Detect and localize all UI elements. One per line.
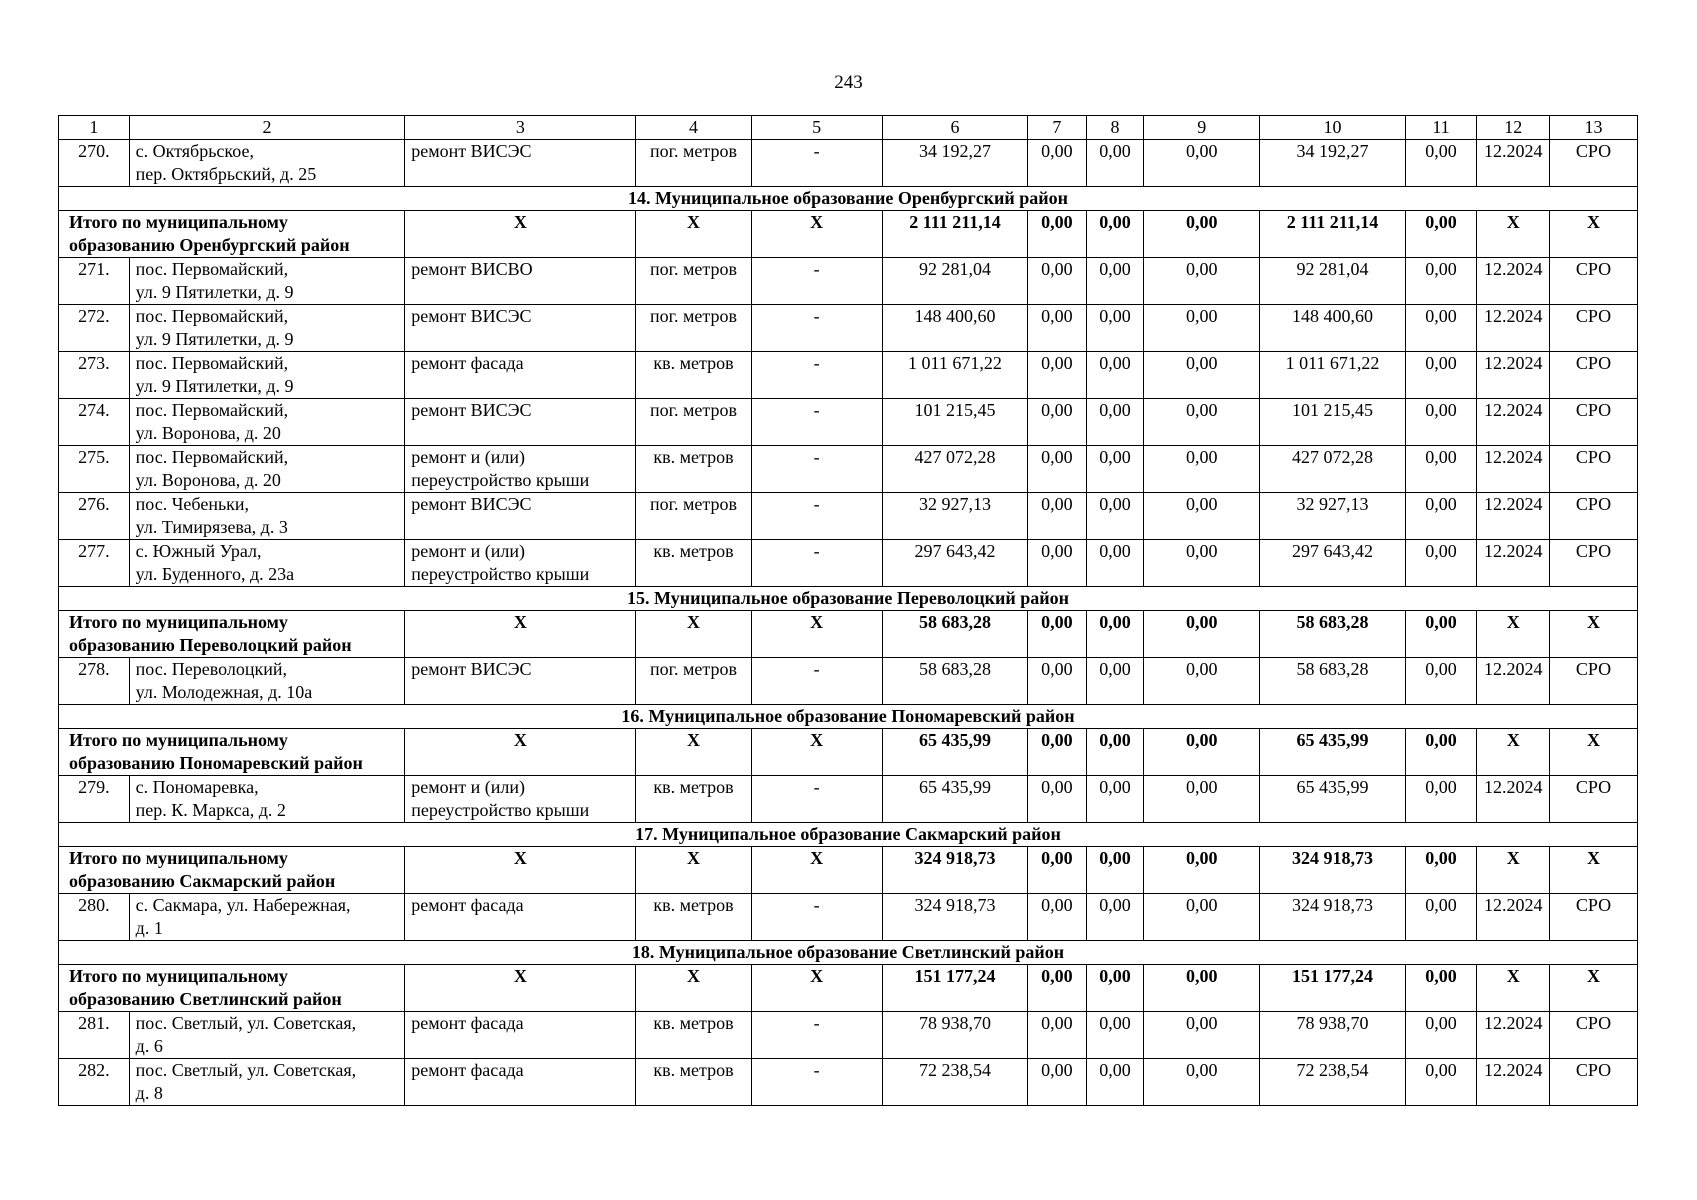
total-label: Итого по муниципальному образованию Переволоцкий район <box>59 611 405 658</box>
total-cell: 151 177,24 <box>882 965 1027 1012</box>
table-cell: - <box>751 540 882 587</box>
total-cell: 0,00 <box>1405 729 1477 776</box>
table-cell: 65 435,99 <box>882 776 1027 823</box>
table-cell: с. Пономаревка, пер. К. Маркса, д. 2 <box>129 776 405 823</box>
table-cell: 0,00 <box>1086 305 1144 352</box>
table-row <box>59 258 1638 305</box>
table-cell: ремонт ВИСВО <box>405 258 636 305</box>
table-cell: 0,00 <box>1028 1012 1087 1059</box>
table-cell: 0,00 <box>1144 140 1260 187</box>
table-cell: 0,00 <box>1086 493 1144 540</box>
table-cell: 65 435,99 <box>1260 776 1405 823</box>
section-heading-row <box>59 187 1638 211</box>
total-cell: 0,00 <box>1144 729 1260 776</box>
column-header: 7 <box>1028 116 1087 140</box>
total-cell: 0,00 <box>1144 847 1260 894</box>
table-cell: 0,00 <box>1028 493 1087 540</box>
total-row <box>59 729 1638 776</box>
table-cell: 0,00 <box>1144 352 1260 399</box>
program-table <box>58 115 1638 1106</box>
total-label: Итого по муниципальному образованию Сакмарский район <box>59 847 405 894</box>
table-row <box>59 540 1638 587</box>
table-cell: ремонт фасада <box>405 1059 636 1106</box>
table-cell: 0,00 <box>1086 1012 1144 1059</box>
table-cell: 0,00 <box>1086 140 1144 187</box>
total-row <box>59 211 1638 258</box>
total-cell: 65 435,99 <box>882 729 1027 776</box>
section-heading-row <box>59 587 1638 611</box>
total-cell: X <box>405 729 636 776</box>
total-cell: X <box>405 211 636 258</box>
table-cell: 278. <box>59 658 130 705</box>
table-cell: пог. метров <box>636 258 751 305</box>
table-cell: 58 683,28 <box>882 658 1027 705</box>
table-cell: - <box>751 894 882 941</box>
table-cell: ремонт фасада <box>405 1012 636 1059</box>
table-cell: 32 927,13 <box>1260 493 1405 540</box>
table-cell: пос. Первомайский, ул. 9 Пятилетки, д. 9 <box>129 258 405 305</box>
table-cell: СРО <box>1550 399 1638 446</box>
total-cell: 0,00 <box>1405 611 1477 658</box>
table-cell: 0,00 <box>1405 658 1477 705</box>
table-row <box>59 352 1638 399</box>
table-cell: 92 281,04 <box>1260 258 1405 305</box>
table-cell: 0,00 <box>1144 894 1260 941</box>
total-cell: 58 683,28 <box>882 611 1027 658</box>
table-cell: 273. <box>59 352 130 399</box>
total-cell: X <box>1477 847 1550 894</box>
table-cell: 270. <box>59 140 130 187</box>
total-cell: 0,00 <box>1028 211 1087 258</box>
table-cell: 0,00 <box>1028 894 1087 941</box>
table-cell: 12.2024 <box>1477 658 1550 705</box>
table-cell: - <box>751 399 882 446</box>
total-cell: X <box>405 965 636 1012</box>
table-row <box>59 493 1638 540</box>
table-row <box>59 446 1638 493</box>
table-cell: 12.2024 <box>1477 140 1550 187</box>
table-cell: 12.2024 <box>1477 446 1550 493</box>
table-cell: СРО <box>1550 140 1638 187</box>
table-cell: 12.2024 <box>1477 493 1550 540</box>
table-cell: СРО <box>1550 352 1638 399</box>
table-cell: 12.2024 <box>1477 540 1550 587</box>
total-cell: 0,00 <box>1086 211 1144 258</box>
table-cell: - <box>751 140 882 187</box>
table-cell: 427 072,28 <box>882 446 1027 493</box>
table-cell: 0,00 <box>1405 894 1477 941</box>
table-cell: 34 192,27 <box>1260 140 1405 187</box>
table-cell: СРО <box>1550 493 1638 540</box>
table-cell: кв. метров <box>636 894 751 941</box>
table-cell: 148 400,60 <box>1260 305 1405 352</box>
table-cell: 0,00 <box>1144 493 1260 540</box>
table-row <box>59 776 1638 823</box>
table-cell: кв. метров <box>636 1012 751 1059</box>
table-cell: пос. Первомайский, ул. Воронова, д. 20 <box>129 399 405 446</box>
table-cell: ремонт фасада <box>405 352 636 399</box>
total-cell: 2 111 211,14 <box>1260 211 1405 258</box>
table-cell: ремонт и (или) переустройство крыши <box>405 540 636 587</box>
column-header: 5 <box>751 116 882 140</box>
table-cell: 0,00 <box>1405 1059 1477 1106</box>
total-row <box>59 847 1638 894</box>
total-cell: X <box>636 611 751 658</box>
total-cell: 0,00 <box>1144 965 1260 1012</box>
table-cell: 0,00 <box>1405 140 1477 187</box>
table-cell: СРО <box>1550 1012 1638 1059</box>
total-cell: 2 111 211,14 <box>882 211 1027 258</box>
total-cell: X <box>636 211 751 258</box>
total-cell: 0,00 <box>1405 847 1477 894</box>
table-cell: кв. метров <box>636 352 751 399</box>
table-cell: пос. Переволоцкий, ул. Молодежная, д. 10а <box>129 658 405 705</box>
section-heading: 17. Муниципальное образование Сакмарский район <box>59 823 1638 847</box>
table-cell: 277. <box>59 540 130 587</box>
table-cell: - <box>751 446 882 493</box>
table-cell: 297 643,42 <box>1260 540 1405 587</box>
table-cell: 12.2024 <box>1477 305 1550 352</box>
table-row <box>59 658 1638 705</box>
table-cell: 0,00 <box>1144 399 1260 446</box>
total-cell: 0,00 <box>1028 611 1087 658</box>
table-cell: 0,00 <box>1086 776 1144 823</box>
table-cell: 0,00 <box>1028 540 1087 587</box>
header-row <box>59 116 1638 140</box>
table-cell: 0,00 <box>1144 258 1260 305</box>
total-cell: 58 683,28 <box>1260 611 1405 658</box>
table-cell: 0,00 <box>1405 399 1477 446</box>
total-cell: 324 918,73 <box>882 847 1027 894</box>
table-cell: СРО <box>1550 446 1638 493</box>
column-header: 13 <box>1550 116 1638 140</box>
table-cell: 279. <box>59 776 130 823</box>
table-cell: 101 215,45 <box>882 399 1027 446</box>
total-cell: 0,00 <box>1144 211 1260 258</box>
table-cell: 275. <box>59 446 130 493</box>
table-cell: 280. <box>59 894 130 941</box>
table-cell: ремонт ВИСЭС <box>405 140 636 187</box>
table-cell: ремонт фасада <box>405 894 636 941</box>
table-cell: 0,00 <box>1405 352 1477 399</box>
table-cell: СРО <box>1550 776 1638 823</box>
section-heading: 16. Муниципальное образование Пономаревский район <box>59 705 1638 729</box>
table-cell: - <box>751 658 882 705</box>
table-cell: 276. <box>59 493 130 540</box>
table-cell: ремонт ВИСЭС <box>405 399 636 446</box>
section-heading: 14. Муниципальное образование Оренбургский район <box>59 187 1638 211</box>
total-cell: 0,00 <box>1086 611 1144 658</box>
table-cell: 78 938,70 <box>882 1012 1027 1059</box>
table-cell: 0,00 <box>1028 446 1087 493</box>
total-cell: X <box>751 611 882 658</box>
table-cell: 0,00 <box>1028 658 1087 705</box>
total-cell: 0,00 <box>1028 965 1087 1012</box>
table-row <box>59 305 1638 352</box>
total-cell: 65 435,99 <box>1260 729 1405 776</box>
table-cell: ремонт ВИСЭС <box>405 658 636 705</box>
total-label: Итого по муниципальному образованию Оренбургский район <box>59 211 405 258</box>
total-cell: X <box>751 965 882 1012</box>
total-cell: X <box>1477 729 1550 776</box>
table-cell: 0,00 <box>1086 894 1144 941</box>
total-cell: X <box>751 729 882 776</box>
table-cell: 12.2024 <box>1477 258 1550 305</box>
total-cell: 0,00 <box>1086 729 1144 776</box>
table-cell: пос. Светлый, ул. Советская, д. 6 <box>129 1012 405 1059</box>
total-row <box>59 611 1638 658</box>
total-cell: 0,00 <box>1028 847 1087 894</box>
total-cell: 0,00 <box>1086 847 1144 894</box>
table-cell: - <box>751 258 882 305</box>
table-cell: 324 918,73 <box>1260 894 1405 941</box>
table-cell: пос. Первомайский, ул. Воронова, д. 20 <box>129 446 405 493</box>
table-cell: 0,00 <box>1405 1012 1477 1059</box>
total-cell: 0,00 <box>1086 965 1144 1012</box>
table-cell: 0,00 <box>1144 540 1260 587</box>
column-header: 6 <box>882 116 1027 140</box>
table-cell: 0,00 <box>1144 1012 1260 1059</box>
table-cell: 0,00 <box>1144 446 1260 493</box>
table-cell: 0,00 <box>1144 658 1260 705</box>
table-cell: 0,00 <box>1086 258 1144 305</box>
table-cell: 0,00 <box>1144 776 1260 823</box>
table-cell: 282. <box>59 1059 130 1106</box>
table-cell: 148 400,60 <box>882 305 1027 352</box>
total-row <box>59 965 1638 1012</box>
table-cell: 78 938,70 <box>1260 1012 1405 1059</box>
table-cell: 0,00 <box>1028 776 1087 823</box>
table-cell: 0,00 <box>1144 1059 1260 1106</box>
total-cell: 0,00 <box>1028 729 1087 776</box>
total-cell: X <box>636 729 751 776</box>
table-row <box>59 140 1638 187</box>
table-cell: 324 918,73 <box>882 894 1027 941</box>
section-heading-row <box>59 823 1638 847</box>
table-cell: 12.2024 <box>1477 1012 1550 1059</box>
table-row <box>59 399 1638 446</box>
table-cell: 0,00 <box>1028 305 1087 352</box>
table-cell: 1 011 671,22 <box>1260 352 1405 399</box>
total-cell: 0,00 <box>1144 611 1260 658</box>
column-header: 1 <box>59 116 130 140</box>
table-cell: 271. <box>59 258 130 305</box>
table-cell: ремонт и (или) переустройство крыши <box>405 776 636 823</box>
column-header: 4 <box>636 116 751 140</box>
table-cell: 12.2024 <box>1477 894 1550 941</box>
table-cell: кв. метров <box>636 1059 751 1106</box>
table-cell: 32 927,13 <box>882 493 1027 540</box>
table-cell: 0,00 <box>1028 352 1087 399</box>
table-cell: 297 643,42 <box>882 540 1027 587</box>
table-cell: 0,00 <box>1028 399 1087 446</box>
total-cell: 0,00 <box>1405 211 1477 258</box>
column-header: 8 <box>1086 116 1144 140</box>
table-cell: пос. Чебеньки, ул. Тимирязева, д. 3 <box>129 493 405 540</box>
total-cell: X <box>636 965 751 1012</box>
table-cell: 0,00 <box>1405 446 1477 493</box>
table-cell: 427 072,28 <box>1260 446 1405 493</box>
table-cell: 1 011 671,22 <box>882 352 1027 399</box>
total-cell: X <box>1550 965 1638 1012</box>
table-cell: пог. метров <box>636 140 751 187</box>
table-cell: 0,00 <box>1028 258 1087 305</box>
table-cell: 72 238,54 <box>1260 1059 1405 1106</box>
table-cell: 272. <box>59 305 130 352</box>
total-cell: X <box>636 847 751 894</box>
table-cell: СРО <box>1550 540 1638 587</box>
table-cell: СРО <box>1550 305 1638 352</box>
column-header: 10 <box>1260 116 1405 140</box>
section-heading: 15. Муниципальное образование Переволоцкий район <box>59 587 1638 611</box>
total-cell: X <box>1550 729 1638 776</box>
table-cell: пог. метров <box>636 493 751 540</box>
column-header: 12 <box>1477 116 1550 140</box>
table-cell: СРО <box>1550 258 1638 305</box>
total-cell: X <box>1550 211 1638 258</box>
section-heading-row <box>59 705 1638 729</box>
table-cell: 101 215,45 <box>1260 399 1405 446</box>
total-label: Итого по муниципальному образованию Светлинский район <box>59 965 405 1012</box>
table-cell: 0,00 <box>1086 399 1144 446</box>
total-cell: X <box>405 611 636 658</box>
table-row <box>59 1012 1638 1059</box>
table-cell: пос. Светлый, ул. Советская, д. 8 <box>129 1059 405 1106</box>
table-cell: с. Октябрьское, пер. Октябрьский, д. 25 <box>129 140 405 187</box>
table-cell: 0,00 <box>1086 540 1144 587</box>
table-cell: 0,00 <box>1405 776 1477 823</box>
total-cell: X <box>1550 611 1638 658</box>
table-cell: 92 281,04 <box>882 258 1027 305</box>
table-cell: ремонт ВИСЭС <box>405 305 636 352</box>
table-cell: 281. <box>59 1012 130 1059</box>
page-number: 243 <box>834 72 863 93</box>
section-heading-row <box>59 941 1638 965</box>
table-cell: пог. метров <box>636 399 751 446</box>
column-header: 11 <box>1405 116 1477 140</box>
table-cell: ремонт и (или) переустройство крыши <box>405 446 636 493</box>
table-cell: пос. Первомайский, ул. 9 Пятилетки, д. 9 <box>129 352 405 399</box>
table-cell: 0,00 <box>1405 493 1477 540</box>
table-cell: кв. метров <box>636 446 751 493</box>
total-cell: 151 177,24 <box>1260 965 1405 1012</box>
table-cell: - <box>751 776 882 823</box>
total-cell: X <box>1477 965 1550 1012</box>
table-cell: пог. метров <box>636 305 751 352</box>
total-cell: X <box>1477 611 1550 658</box>
table-cell: 0,00 <box>1086 1059 1144 1106</box>
table-cell: 0,00 <box>1086 352 1144 399</box>
table-cell: 58 683,28 <box>1260 658 1405 705</box>
table-cell: - <box>751 493 882 540</box>
column-header: 2 <box>129 116 405 140</box>
table-cell: СРО <box>1550 894 1638 941</box>
table-cell: 72 238,54 <box>882 1059 1027 1106</box>
table-cell: 34 192,27 <box>882 140 1027 187</box>
table-cell: 12.2024 <box>1477 1059 1550 1106</box>
table-cell: - <box>751 352 882 399</box>
table-cell: 0,00 <box>1405 305 1477 352</box>
table-cell: пог. метров <box>636 658 751 705</box>
total-cell: 0,00 <box>1405 965 1477 1012</box>
table-cell: - <box>751 1012 882 1059</box>
table-row <box>59 894 1638 941</box>
total-cell: X <box>1550 847 1638 894</box>
table-cell: - <box>751 1059 882 1106</box>
table-cell: с. Южный Урал, ул. Буденного, д. 23а <box>129 540 405 587</box>
table-row <box>59 1059 1638 1106</box>
table-cell: ремонт ВИСЭС <box>405 493 636 540</box>
table-cell: СРО <box>1550 658 1638 705</box>
table-cell: 274. <box>59 399 130 446</box>
total-cell: X <box>405 847 636 894</box>
table-cell: 0,00 <box>1086 658 1144 705</box>
total-cell: X <box>751 211 882 258</box>
table-cell: 12.2024 <box>1477 352 1550 399</box>
total-cell: 324 918,73 <box>1260 847 1405 894</box>
table-cell: с. Сакмара, ул. Набережная, д. 1 <box>129 894 405 941</box>
table-cell: 0,00 <box>1028 140 1087 187</box>
column-header: 9 <box>1144 116 1260 140</box>
total-cell: X <box>751 847 882 894</box>
table-cell: - <box>751 305 882 352</box>
table-cell: 0,00 <box>1028 1059 1087 1106</box>
table-cell: 0,00 <box>1086 446 1144 493</box>
table-cell: СРО <box>1550 1059 1638 1106</box>
table-cell: 12.2024 <box>1477 399 1550 446</box>
total-label: Итого по муниципальному образованию Пономаревский район <box>59 729 405 776</box>
table-cell: кв. метров <box>636 776 751 823</box>
table-cell: 0,00 <box>1405 540 1477 587</box>
table-cell: 0,00 <box>1405 258 1477 305</box>
table-cell: 0,00 <box>1144 305 1260 352</box>
table-cell: кв. метров <box>636 540 751 587</box>
column-header: 3 <box>405 116 636 140</box>
total-cell: X <box>1477 211 1550 258</box>
section-heading: 18. Муниципальное образование Светлинский район <box>59 941 1638 965</box>
table-cell: 12.2024 <box>1477 776 1550 823</box>
table-cell: пос. Первомайский, ул. 9 Пятилетки, д. 9 <box>129 305 405 352</box>
